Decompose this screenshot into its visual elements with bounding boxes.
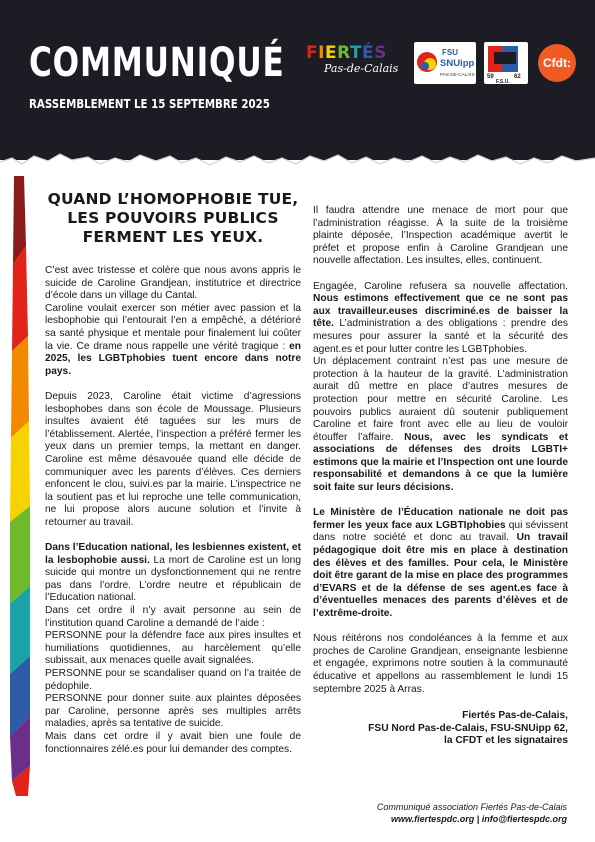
paragraph-threat: Il faudra attendre une menace de mort pour que l’administration réagisse. À la suite de la troisième plainte déposée, l’Inspection académique avertit le préfet et propose enfin à Caroline Grandjean une nouvelle affectation. Les insultes, elles, continuent.: [313, 205, 568, 267]
paragraph-text: L’administration a des obligations : prendre des mesures pour assurer la santé et la sécurité des agent.es et pour lutter contre les LGBTphobies.: [313, 318, 568, 355]
paragraph-line: Dans cet ordre il n’y avait personne au sein de l’institution quand Caroline a demandé de l’aide :: [45, 605, 301, 629]
fsu-logo: [484, 42, 528, 84]
paragraph-bold: Le Ministère de l’Éducation nationale ne doit pas fermer les yeux face aux LGBTIphobies: [313, 507, 568, 531]
paragraph-text: La mort de Caroline est un long suicide qui montre un dysfonctionnement qui ne rentre pas dans l’ordre. L’ordre neutre et républicain de l’Education national.: [45, 554, 301, 604]
paragraph-deplacement: [313, 356, 568, 495]
footer: [377, 801, 567, 825]
right-column: [313, 205, 568, 748]
svg-text:F.S.U.: F.S.U.: [496, 79, 510, 84]
title-line: FERMENT LES YEUX.: [82, 228, 264, 246]
paragraph-line: Mais dans cet ordre il y avait bien une foule de fonctionnaires zélé.es pour lui demander des comptes.: [45, 730, 301, 755]
paragraph-education: [45, 542, 301, 605]
signatory-line: FSU Nord Pas-de-Calais, FSU-SNUipp 62,: [368, 722, 568, 734]
paragraph-bold: Nous, avec les syndicats et associations de défenses des droits LGBTI+ estimons que la mairie et l’Inspection ont une lourde responsabilité et demandons à ce que la lumière soit faite sur leurs décisions.: [313, 431, 568, 494]
svg-text:SNUipp: SNUipp: [440, 58, 475, 69]
paragraph-bold: en 2025, les LGBTphobies tuent encore dans notre pays.: [45, 340, 301, 377]
snuipp-logo-graphic: [414, 42, 476, 84]
footer-credit: Communiqué association Fiertés Pas-de-Calais: [376, 802, 567, 812]
footer-links: www.fiertespdc.org | info@fiertespdc.org: [391, 814, 567, 824]
paragraph-bold: Nous estimons effectivement que ce ne sont pas aux travailleur.euses discriminé.es de baisser la tête.: [313, 293, 568, 330]
paragraph-text: qui sévissent dans notre société et donc au travail.: [313, 519, 568, 544]
fsu-logo-graphic: [484, 42, 528, 84]
paragraph-engagee: [313, 281, 568, 357]
fiertes-logo-main: FIERTÉS: [306, 43, 387, 63]
paragraph-ministere: [313, 507, 568, 620]
paragraph-text: Caroline voulait exercer son métier avec passion et la lesbophobie qui l’entourait l’en a empêché, a détérioré sa santé physique et mentale pour finalement lui coûter la vie. Ce drame nous rappelle une vérité tragique :: [45, 302, 301, 352]
svg-text:62: 62: [514, 74, 521, 80]
torn-paper-edge: [0, 120, 595, 180]
signatory-line: la CFDT et les signataires: [444, 735, 568, 747]
paragraph-text: Un déplacement contraint n’est pas une mesure de protection à la hauteur de la gravité. L’administration aurait dû mettre en place d’autres mesures de protection pour mettre en sécurité Caroline. Les pouvoirs publics auraient dû soutenir publiquement Caroline et faire front avec elle au lieu de vouloir étouffer l’affaire.: [313, 356, 568, 443]
left-column: [45, 190, 301, 756]
page-title: COMMUNIQUÉ: [29, 40, 285, 86]
paragraph-line: PERSONNE pour la défendre face aux pires insultes et humiliations quotidiennes, au harcèlement qu’elle subissait, aux menaces quelle avait signalées.: [45, 630, 301, 667]
paragraph-line: PERSONNE pour donner suite aux plaintes déposées par Caroline, personne après ses multiples arrêts maladies, après sa tentative de suicide.: [45, 693, 301, 730]
svg-text:FSU: FSU: [442, 48, 458, 57]
paragraph-bold: Un travail pédagogique doit être mis en place à destination des élèves et des familles. Pour cela, le Ministère doit être garant de la mise en place des programmes d’EVARS et de la défense de ses agent.es face à d’éventuelles menaces des parents d’élèves et de l’extrême-droite.: [313, 532, 569, 619]
title-line: QUAND L’HOMOPHOBIE TUE,: [47, 190, 299, 208]
fiertes-logo-sub: Pas-de-Calais: [324, 62, 399, 75]
paragraph-intro: C’est avec tristesse et colère que nous avons appris le suicide de Caroline Grandjean, institutrice et directrice d’école dans un village du Cantal.: [45, 265, 301, 302]
signatories: [313, 710, 568, 748]
paragraph-text: Engagée, Caroline refusera sa nouvelle affectation.: [313, 280, 568, 292]
fiertes-logo: [306, 44, 410, 84]
paragraph-bold: Dans l’Education national, les lesbiennes existent, et la lesbophobie aussi.: [45, 542, 301, 566]
cfdt-logo: Cfdt:: [538, 44, 576, 82]
svg-text:PAS-DE-CALAIS: PAS-DE-CALAIS: [440, 72, 475, 77]
paragraph-condoleances: Nous réitérons nos condoléances à la femme et aux proches de Caroline Grandjean, enseignante lesbienne et engagée, exprimons notre soutien à la communauté éducative et appellons au rassemblement le lundi 15 septembre 2025 à Arras.: [313, 633, 568, 695]
title-line: LES POUVOIRS PUBLICS: [67, 209, 279, 227]
paragraph-line: PERSONNE pour se scandaliser quand on l’a traitée de pédophile.: [45, 668, 301, 692]
article-title: [45, 190, 301, 247]
paragraph-history: Depuis 2023, Caroline était victime d’agressions lesbophobes dans son école de Moussage. Plusieurs insultes avaient été taguées sur les murs de l’établissement. Alertée, l’inspection a préféré fermer les yeux dans un premier temps, la mettant en danger. Caroline est même désavouée quand elle décide de communiquer avec les parents d’élèves. Ces derniers enfoncent le clou, suivi.es par la mairie. L’inspectrice ne la soutient pas et lui reproche une telle communication, ne lui propose alors aucune solution et l’invite à retourner au travail.: [45, 390, 301, 528]
rainbow-band: [0, 176, 32, 796]
paragraph-drame: [45, 303, 301, 379]
page-subtitle: RASSEMBLEMENT LE 15 SEPTEMBRE 2025: [29, 96, 270, 111]
snuipp-logo: [414, 42, 476, 84]
signatory-line: Fiertés Pas-de-Calais,: [462, 710, 568, 722]
svg-text:59: 59: [487, 74, 494, 80]
